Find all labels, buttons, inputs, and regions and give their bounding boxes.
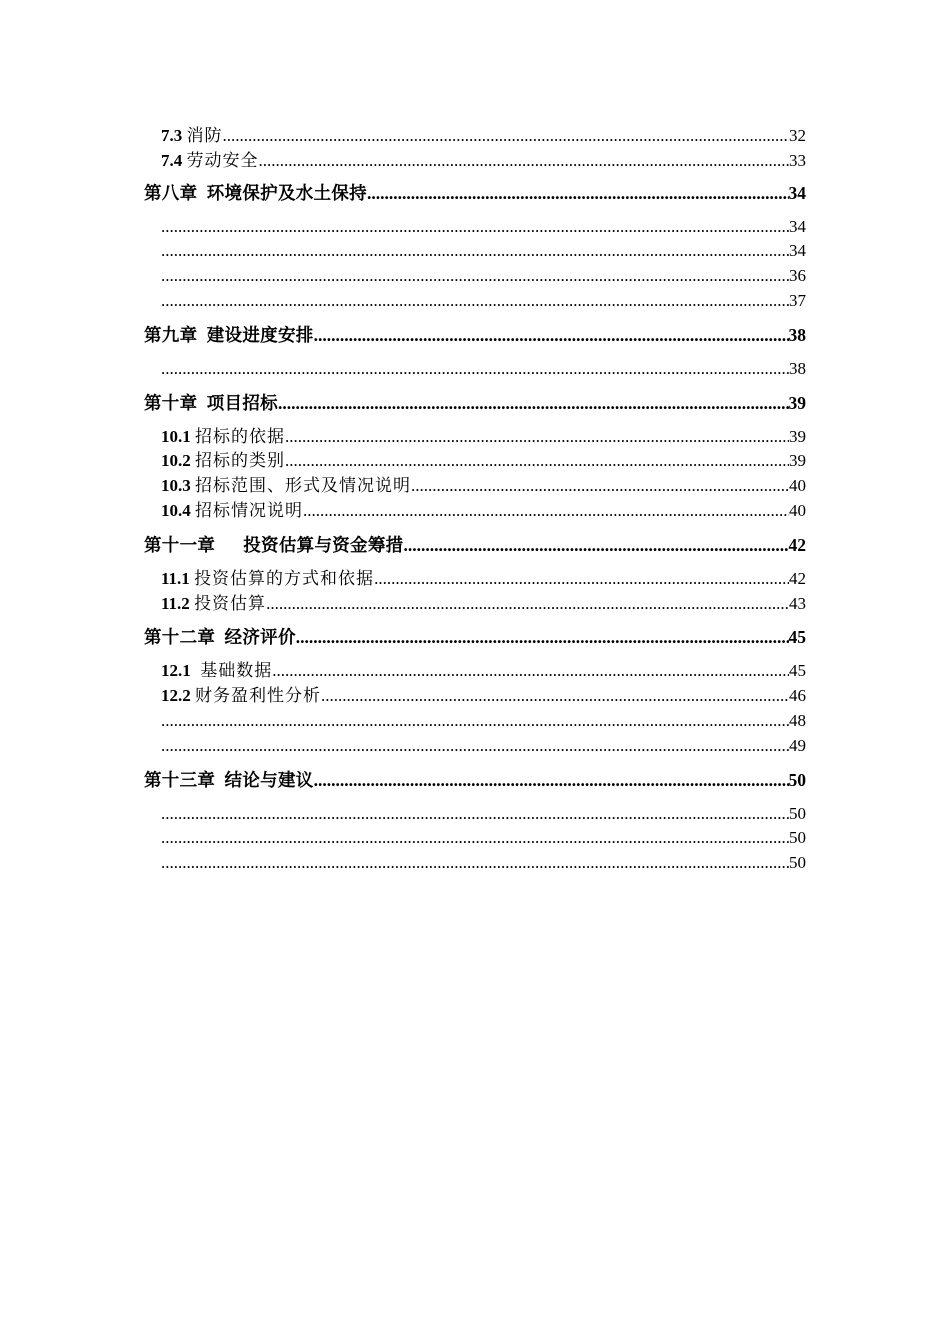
- toc-section-title: 招标的依据: [195, 426, 285, 446]
- dot-leader: [161, 357, 789, 382]
- toc-chapter-entry[interactable]: [144, 318, 806, 353]
- toc-section-title: 劳动安全: [186, 150, 259, 170]
- toc-section-number: 12.2: [161, 686, 191, 706]
- dot-leader: [223, 124, 790, 149]
- dot-leader: [285, 449, 789, 474]
- dot-leader: [321, 684, 789, 709]
- toc-chapter-title: 第十二章 经济评价: [144, 627, 296, 648]
- dot-leader: [285, 425, 789, 450]
- toc-section-entry[interactable]: [144, 425, 806, 450]
- toc-section-entry[interactable]: [144, 709, 806, 734]
- dot-leader: [161, 826, 789, 851]
- toc-page-number: 42: [789, 568, 806, 588]
- dot-leader: [161, 264, 789, 289]
- toc-chapter-title: 第十一章 投资估算与资金筹措: [144, 534, 404, 555]
- toc-section-entry[interactable]: [144, 239, 806, 264]
- toc-page-number: 32: [789, 126, 806, 145]
- toc-section-number: 10.4: [161, 500, 191, 520]
- toc-page-number: 45: [789, 661, 806, 681]
- toc-section-title: 招标情况说明: [195, 500, 303, 520]
- toc-section-number: 7.4: [161, 150, 183, 170]
- toc-section-entry[interactable]: [144, 449, 806, 474]
- toc-chapter-entry[interactable]: [144, 763, 806, 798]
- toc-section-number: 10.1: [161, 426, 191, 446]
- dot-leader: [161, 289, 789, 314]
- dot-leader: [161, 851, 789, 876]
- toc-section-number: 10.3: [161, 476, 191, 496]
- toc-section-title: 投资估算的方式和依据: [194, 568, 375, 588]
- toc-section-entry[interactable]: [144, 149, 806, 174]
- toc-section-title: 基础数据: [195, 661, 273, 681]
- dot-leader: [161, 802, 789, 827]
- dot-leader: [161, 734, 789, 759]
- toc-page-number: 33: [789, 150, 806, 170]
- toc-page-number: 50: [789, 828, 806, 848]
- dot-leader: [314, 763, 789, 798]
- dot-leader: [278, 386, 789, 421]
- toc-page-number: 36: [789, 266, 806, 286]
- toc-section-number: 10.2: [161, 451, 191, 471]
- toc-page-number: 48: [789, 710, 806, 730]
- toc-section-number: 11.2: [161, 593, 190, 613]
- toc-section-entry[interactable]: [144, 357, 806, 382]
- dot-leader: [161, 709, 789, 734]
- toc-section-title: 招标范围、形式及情况说明: [195, 476, 411, 496]
- toc-section-entry[interactable]: [144, 567, 806, 592]
- toc-page-number: 50: [788, 769, 806, 790]
- dot-leader: [272, 659, 789, 684]
- toc-page-number: 38: [789, 358, 806, 378]
- dot-leader: [161, 215, 789, 240]
- toc-page-number: 42: [788, 534, 806, 555]
- toc-chapter-title: 第十章 项目招标: [144, 392, 278, 413]
- toc-page-number: 38: [788, 324, 806, 345]
- dot-leader: [314, 318, 789, 353]
- toc-page-number: 39: [789, 451, 806, 471]
- toc-page-number: 45: [788, 627, 806, 648]
- table-of-contents: [144, 124, 806, 876]
- toc-section-number: 11.1: [161, 568, 190, 588]
- toc-page-number: 40: [789, 476, 806, 496]
- toc-section-title: 招标的类别: [195, 451, 285, 471]
- dot-leader: [403, 528, 788, 563]
- dot-leader: [161, 239, 789, 264]
- toc-page-number: 50: [789, 803, 806, 823]
- toc-chapter-title: 第九章 建设进度安排: [144, 324, 314, 345]
- dot-leader: [259, 149, 790, 174]
- toc-section-entry[interactable]: [144, 826, 806, 851]
- toc-page-number: 49: [789, 735, 806, 755]
- toc-page-number: 37: [789, 290, 806, 310]
- dot-leader: [367, 176, 789, 211]
- toc-section-entry[interactable]: [144, 684, 806, 709]
- toc-page-number: 40: [789, 500, 806, 520]
- toc-section-entry[interactable]: [144, 215, 806, 240]
- toc-chapter-title: 第八章 环境保护及水土保持: [144, 182, 367, 203]
- toc-section-title: 财务盈利性分析: [195, 686, 321, 706]
- toc-page-number: 50: [789, 853, 806, 873]
- dot-leader: [266, 592, 789, 617]
- toc-chapter-entry[interactable]: [144, 176, 806, 211]
- toc-page-number: 39: [789, 426, 806, 446]
- toc-chapter-entry[interactable]: [144, 386, 806, 421]
- toc-page-number: 39: [788, 392, 806, 413]
- dot-leader: [303, 499, 789, 524]
- dot-leader: [374, 567, 789, 592]
- toc-section-entry[interactable]: [144, 289, 806, 314]
- toc-page-number: 43: [789, 593, 806, 613]
- toc-page-number: 34: [789, 216, 806, 236]
- toc-section-entry[interactable]: [144, 659, 806, 684]
- toc-chapter-title: 第十三章 结论与建议: [144, 769, 314, 790]
- toc-section-entry[interactable]: [144, 802, 806, 827]
- toc-page-number: 46: [789, 686, 806, 706]
- toc-section-entry[interactable]: [144, 264, 806, 289]
- toc-section-title: 投资估算: [194, 593, 267, 613]
- toc-page-number: 34: [789, 241, 806, 261]
- toc-section-entry[interactable]: [144, 499, 806, 524]
- toc-section-number: 12.1: [161, 661, 191, 681]
- toc-chapter-entry[interactable]: [144, 528, 806, 563]
- toc-section-entry[interactable]: [144, 474, 806, 499]
- dot-leader: [411, 474, 789, 499]
- toc-section-number: 7.3: [161, 126, 183, 145]
- toc-chapter-entry[interactable]: [144, 620, 806, 655]
- toc-section-entry[interactable]: [144, 734, 806, 759]
- toc-page-number: 34: [788, 182, 806, 203]
- toc-section-title: 消防: [186, 126, 223, 145]
- dot-leader: [296, 620, 789, 655]
- toc-section-entry[interactable]: [144, 124, 806, 149]
- toc-section-entry[interactable]: [144, 851, 806, 876]
- toc-section-entry[interactable]: [144, 592, 806, 617]
